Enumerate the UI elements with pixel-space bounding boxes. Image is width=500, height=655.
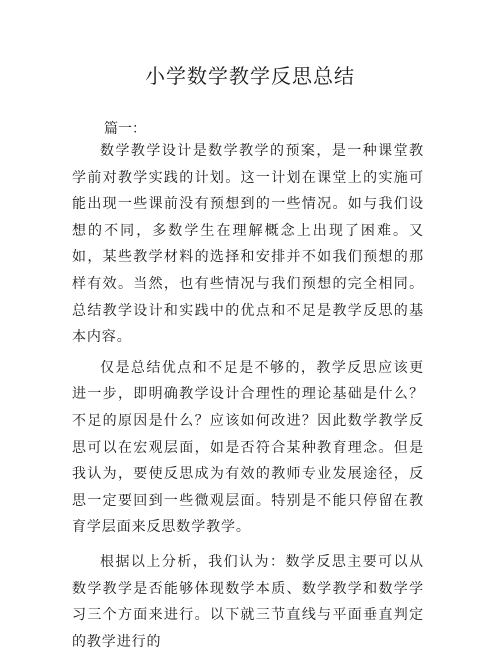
paragraph-1: 数学教学设计是数学教学的预案，是一种课堂教学前对教学实践的计划。这一计划在课堂上的实施可能出现一些课前没有预想到的一些情况。如与我们设想的不同，多数学生在理解概念上出现了困难。又如，某些教学材料的选择和安排并不如我们预想的那样有效。当然，也有些情况与我们预想的完全相同。总结教学设计和实践中的优点和不足是教学反思的基本内容。 [72,143,424,346]
paragraph-3: 根据以上分析，我们认为：数学反思主要可以从数学教学是否能够体现数学本质、数学教学和数学学习三个方面来进行。以下就三节直线与平面垂直判定的教学进行的 [72,553,424,650]
paragraph-2: 仅是总结优点和不足是不够的，教学反思应该更进一步，即明确教学设计合理性的理论基础是什么？不足的原因是什么？应该如何改进？因此数学教学反思可以在宏观层面，如是否符合某种教育理念。但是我认为，要使反思成为有效的教师专业发展途径，反思一定要回到一些微观层面。特别是不能只停留在教育学层面来反思数学教学。 [72,359,424,536]
document-title: 小学数学教学反思总结 [145,64,355,88]
document-body [72,138,424,655]
section-label: 篇一： [104,121,146,137]
